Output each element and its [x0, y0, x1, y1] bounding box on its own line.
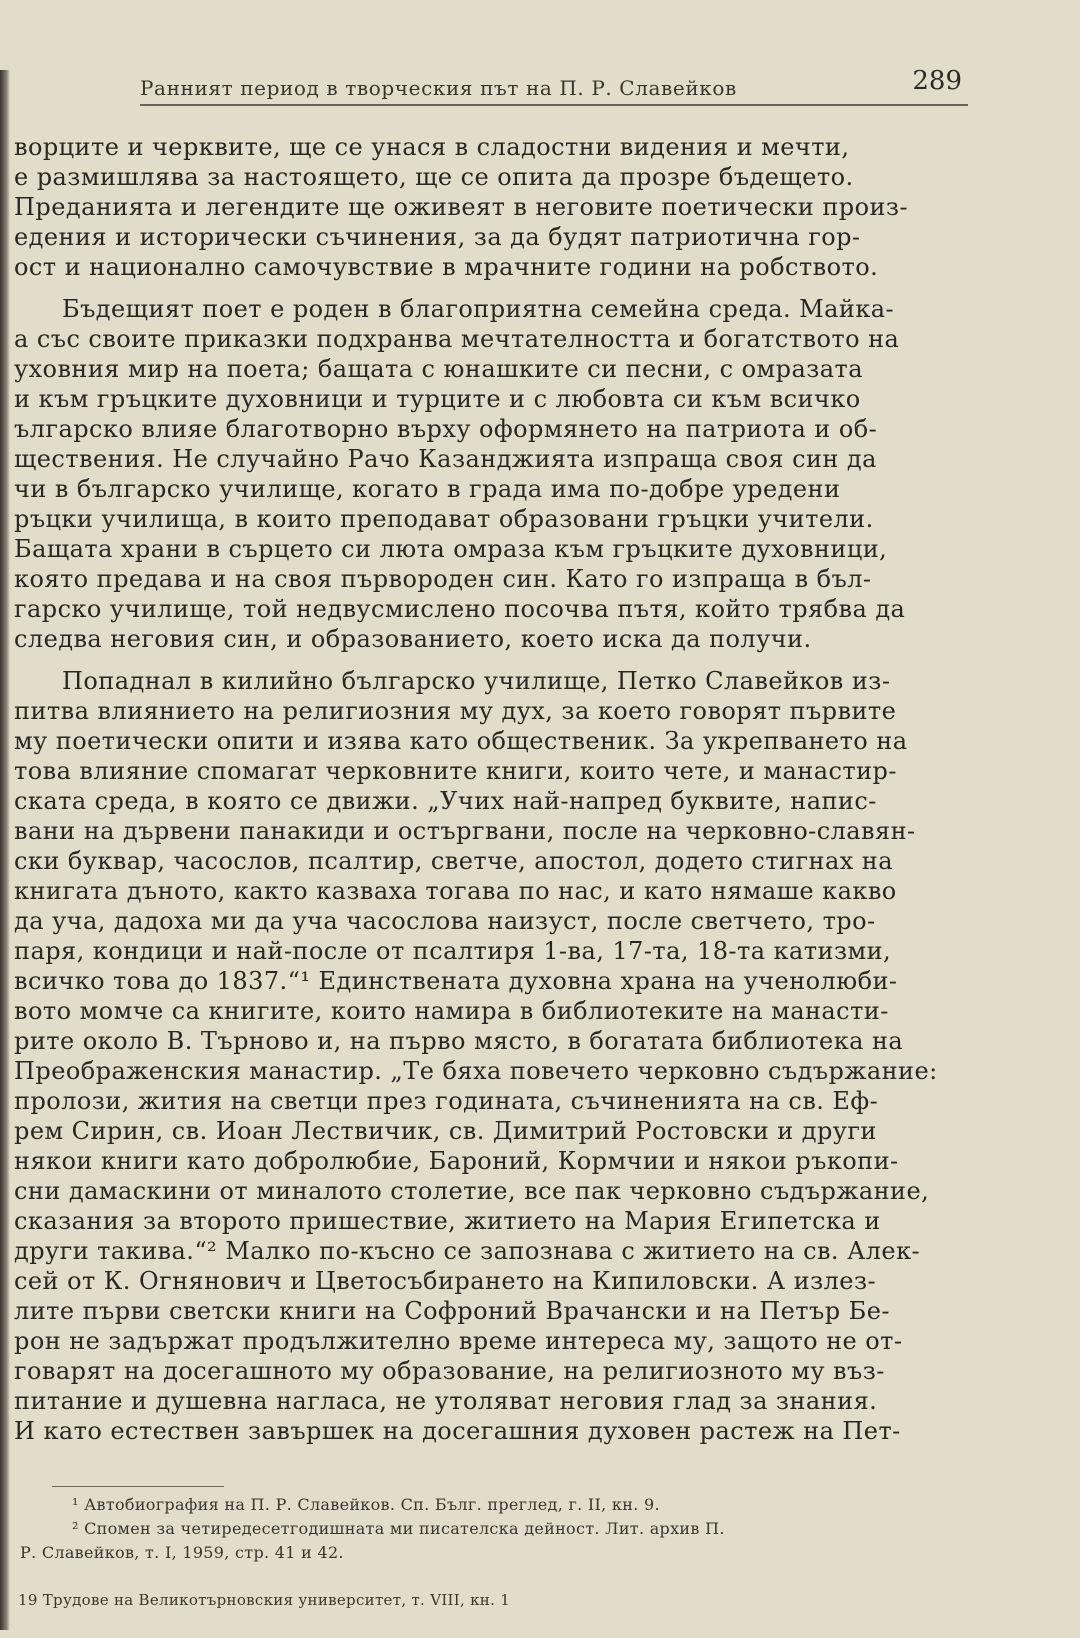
text-line: сей от К. Огнянович и Цветосъбирането на Кипиловски. А излез- — [14, 1267, 877, 1295]
running-title: Ранният период в творческия път на П. Р. Славейков — [140, 76, 737, 100]
text-line: чи в българско училище, когато в града има по-добре уредени — [14, 475, 841, 503]
printer-signature: 19 Трудове на Великотърновския университет, т. VIII, кн. 1 — [18, 1591, 511, 1609]
text-line: гарско училище, той недвусмислено посочва пътя, който трябва да — [14, 595, 906, 623]
text-line: книгата дъното, както казваха тогава по нас, и като нямаше какво — [14, 877, 897, 905]
page-number: 289 — [912, 66, 962, 96]
text-line: и към гръцките духовници и турците и с любовта си към всичко — [14, 385, 861, 413]
text-line: това влияние спомагат черковните книги, които чете, и манастир- — [14, 757, 897, 785]
text-line: да уча, дадоха ми да уча часослова наизуст, после светчето, тро- — [14, 907, 876, 935]
text-line: а със своите приказки подхранва мечтателността и богатството на — [14, 325, 900, 353]
text-line: сни дамаскини от миналото столетие, все пак черковно съдържание, — [14, 1177, 930, 1205]
text-line: едения и исторически съчинения, за да будят патриотична гор- — [14, 223, 861, 251]
text-line: някои книги като добролюбие, Бароний, Кормчии и някои ръкопи- — [14, 1147, 899, 1175]
text-line: рон не задържат продължително време интереса му, защото не от- — [14, 1327, 903, 1355]
text-line: паря, кондици и най-после от псалтиря 1-ва, 17-та, 18-та катизми, — [14, 937, 892, 965]
text-line: лите първи светски книги на Софроний Врачански и на Петър Бе- — [14, 1297, 890, 1325]
text-line: която предава и на своя първороден син. Като го изпраща в бъл- — [14, 565, 872, 593]
text-line: е размишлява за настоящето, ще се опита да прозре бъдещето. — [14, 163, 854, 191]
text-line: ската среда, в която се движи. „Учих най-напред буквите, напис- — [14, 787, 877, 815]
text-line: други такива.“² Малко по-късно се запознава с житието на св. Алек- — [14, 1237, 921, 1265]
text-line: рите около В. Търново и, на първо място, в богатата библиотека на — [14, 1027, 904, 1055]
text-line: вото момче са книгите, които намира в библиотеките на манасти- — [14, 997, 889, 1025]
text-line: ост и национално самочувствие в мрачните години на робството. — [14, 253, 879, 281]
footnote-2-continued: Р. Славейков, т. I, 1959, стр. 41 и 42. — [20, 1543, 344, 1562]
running-head — [140, 64, 968, 106]
text-line: И като естествен завършек на досегашния духовен растеж на Пет- — [14, 1417, 901, 1445]
text-line: сказания за второто пришествие, житието на Мария Египетска и — [14, 1207, 881, 1235]
text-line: рем Сирин, св. Иоан Лествичик, св. Димитрий Ростовски и други — [14, 1117, 877, 1145]
text-line: Преданията и легендите ще оживеят в неговите поетически произ- — [14, 193, 909, 221]
page-binding-edge — [0, 70, 10, 1630]
text-line: Попаднал в килийно българско училище, Петко Славейков из- — [62, 667, 891, 695]
text-line: Преображенския манастир. „Те бяха повечето черковно съдържание: — [14, 1057, 938, 1085]
text-line: му поетически опити и изява като общественик. За укрепването на — [14, 727, 908, 755]
text-line: ществения. Не случайно Рачо Казанджията изпраща своя син да — [14, 445, 877, 473]
text-line: Бъдещият поет е роден в благоприятна семейна среда. Майка- — [62, 295, 895, 323]
footnote-divider — [52, 1486, 224, 1487]
text-line: ръцки училища, в които преподават образовани гръцки учители. — [14, 505, 874, 533]
text-line: пролози, жития на светци през годината, съчиненията на св. Еф- — [14, 1087, 879, 1115]
text-line: ски буквар, часослов, псалтир, светче, апостол, додето стигнах на — [14, 847, 893, 875]
text-line: питва влиянието на религиозния му дух, за което говорят първите — [14, 697, 897, 725]
text-line: вани на дървени панакиди и остъргвани, после на черковно-славян- — [14, 817, 916, 845]
footnote-1: ¹ Автобиография на П. Р. Славейков. Сп. Бълг. преглед, г. II, кн. 9. — [72, 1495, 660, 1514]
text-line: уховния мир на поета; бащата с юнашките си песни, с омразата — [14, 355, 863, 383]
text-line: всичко това до 1837.“¹ Единствената духовна храна на ученолюби- — [14, 967, 898, 995]
text-line: следва неговия син, и образованието, което иска да получи. — [14, 625, 812, 653]
text-line: питание и душевна нагласа, не утоляват неговия глад за знания. — [14, 1387, 878, 1415]
text-line: говарят на досегашното му образование, на религиозното му въз- — [14, 1357, 885, 1385]
text-line: ворците и черквите, ще се унася в сладостни видения и мечти, — [14, 133, 850, 161]
text-line: Бащата храни в сърцето си люта омраза към гръцките духовници, — [14, 535, 888, 563]
text-line: ългарско влияе благотворно върху оформянето на патриота и об- — [14, 415, 878, 443]
footnote-2: ² Спомен за четиредесетгодишната ми писателска дейност. Лит. архив П. — [72, 1519, 725, 1538]
